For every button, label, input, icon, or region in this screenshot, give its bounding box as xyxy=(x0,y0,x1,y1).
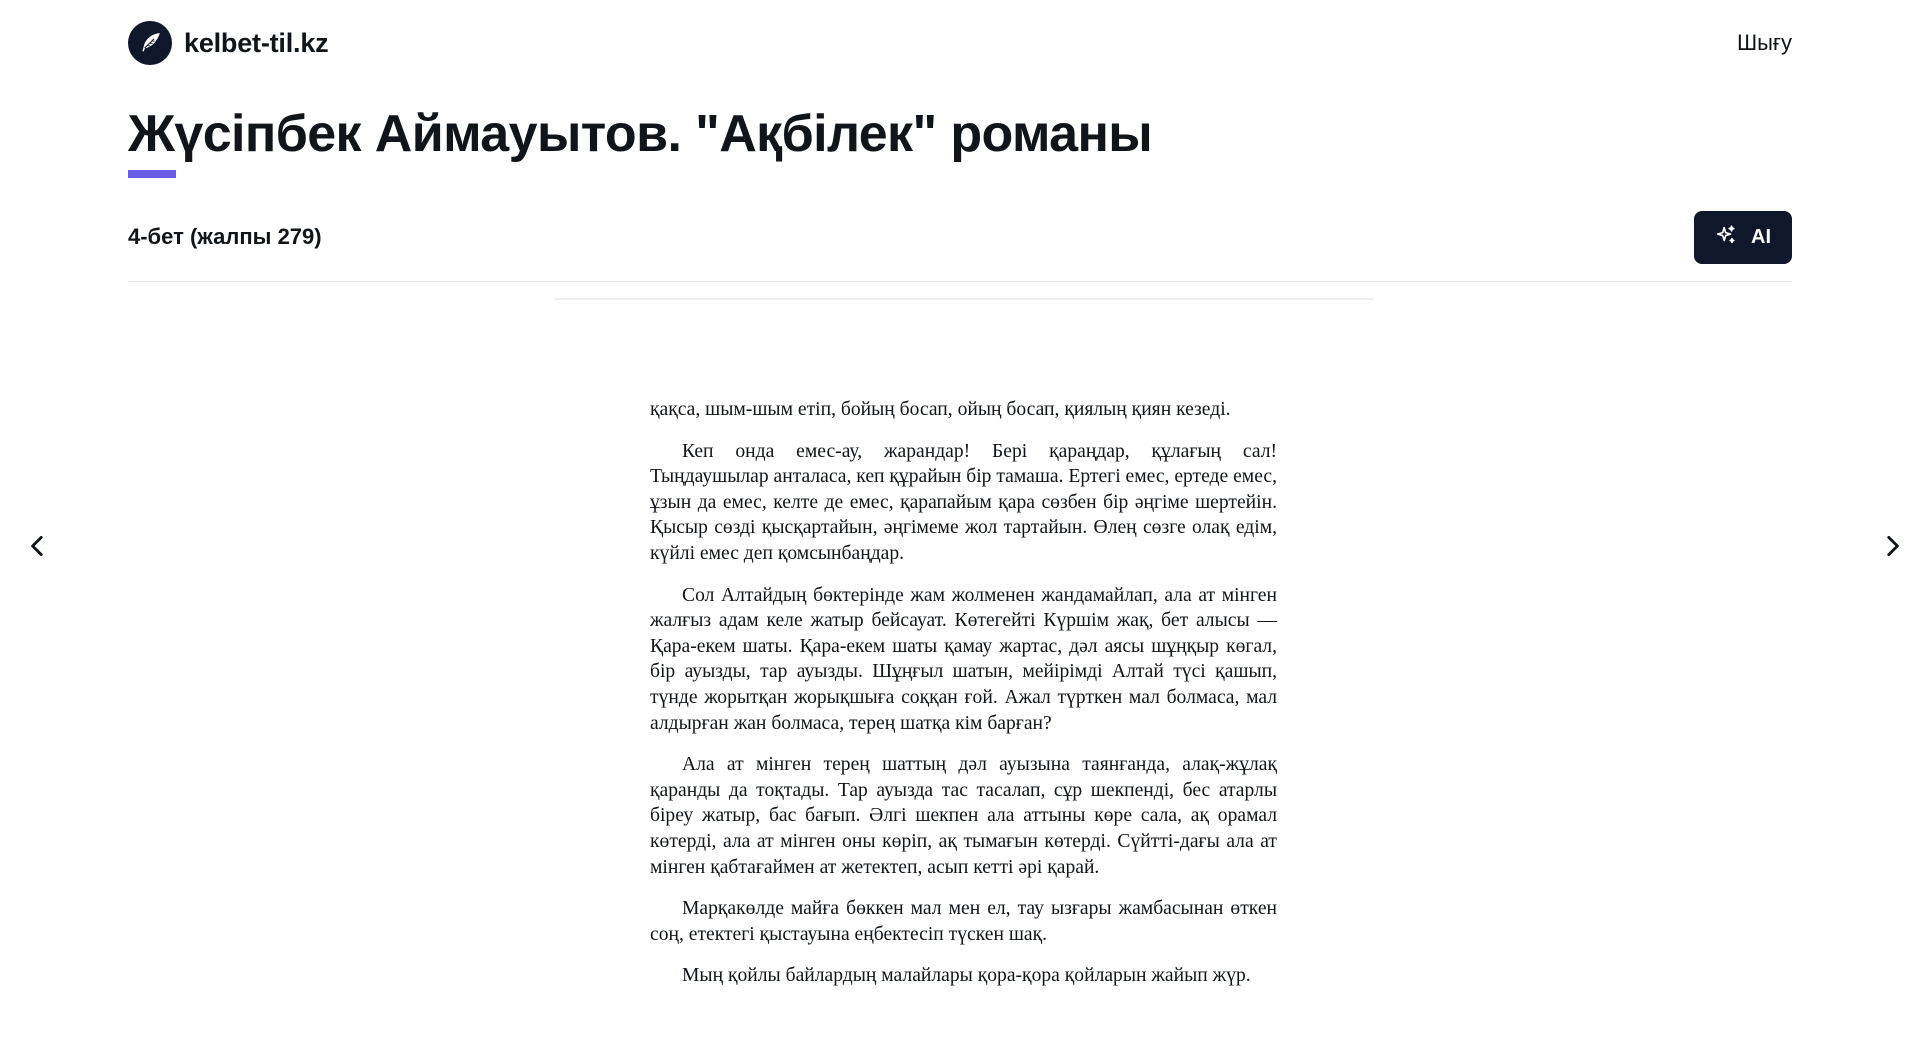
page-counter: 4-бет (жалпы 279) xyxy=(128,224,322,249)
page-edge xyxy=(554,298,1374,300)
site-name: kelbet-til.kz xyxy=(184,27,329,58)
paragraph: Кеп онда емес-ау, жарандар! Бері қараңдар, құлағың сал! Тыңдаушылар анталаса, кеп құрайын бір тамаша. Ертегі емес, ертеде емес, ұзын да емес, келте де емес, қарапайым қара сөзбен бір әңгіме шертейін. Қысыр сөзді қысқартайын, әңгімеме жол тартайын. Өлең сөзге олақ едім, күйлі емес деп қомсынбаңдар. xyxy=(650,440,1277,564)
chevron-right-icon xyxy=(1879,533,1905,564)
paragraph: Ала ат мінген терең шаттың дәл ауызына таянғанда, алақ-жұлақ қаранды да тоқтады. Тар ауызда тас тасалап, сұр шекпенді, бес атарлы біреу жатыр, бас бағып. Әлгі шекпен ала аттыны көре сала, ақ орамал көтерді, ала ат мінген оны көріп, ақ тымағын көтерді. Сүйтті-дағы ала ат мінген қабтағаймен ат жетектеп, асып кетті әрі қарай. xyxy=(650,754,1277,878)
logout-link[interactable]: Шығу xyxy=(1737,30,1792,55)
header xyxy=(128,20,1792,66)
page-title: Жүсіпбек Аймауытов. "Ақбілек" романы xyxy=(128,105,1153,163)
brand-link[interactable] xyxy=(128,21,328,65)
title-accent-bar xyxy=(128,170,176,178)
ai-button[interactable] xyxy=(1694,211,1792,264)
header-divider xyxy=(128,281,1792,282)
feather-icon xyxy=(128,21,172,65)
paragraph: Сол Алтайдың бөктерінде жам жолменен жандамайлап, ала ат мінген жалғыз адам келе жатыр бейсауат. Көтегейті Күршім жақ, бет алысы — Қара-екем шаты. Қара-екем шаты қамау жартас, дәл аясы шұңқыр көгал, бір ауызды, тар ауызды. Шұңғыл шатын, мейірімді Алтай түсі қашып, түнде жорытқан жорықшыға соққан ғой. Ажал түрткен мал болмаса, мал алдырған жан болмаса, терең шатқа кім барған? xyxy=(650,584,1277,734)
next-page-button[interactable] xyxy=(1874,530,1910,566)
paragraph: Мың қойлы байлардың малайлары қора-қора қойларын жайып жүр. xyxy=(682,965,1251,987)
book-page-text xyxy=(650,397,1277,1005)
paragraph: қақса, шым-шым етіп, бойың босап, ойың босап, қиялың қиян кезеді. xyxy=(650,399,1231,420)
chevron-left-icon xyxy=(25,533,51,564)
paragraph: Марқакөлде майға бөккен мал мен ел, тау ызғары жамбасынан өткен соң, етектегі қыстауына еңбектесіп түскен шақ. xyxy=(650,898,1277,945)
previous-page-button[interactable] xyxy=(20,530,56,566)
sparkle-icon xyxy=(1715,224,1737,252)
ai-button-label: AI xyxy=(1751,226,1771,248)
